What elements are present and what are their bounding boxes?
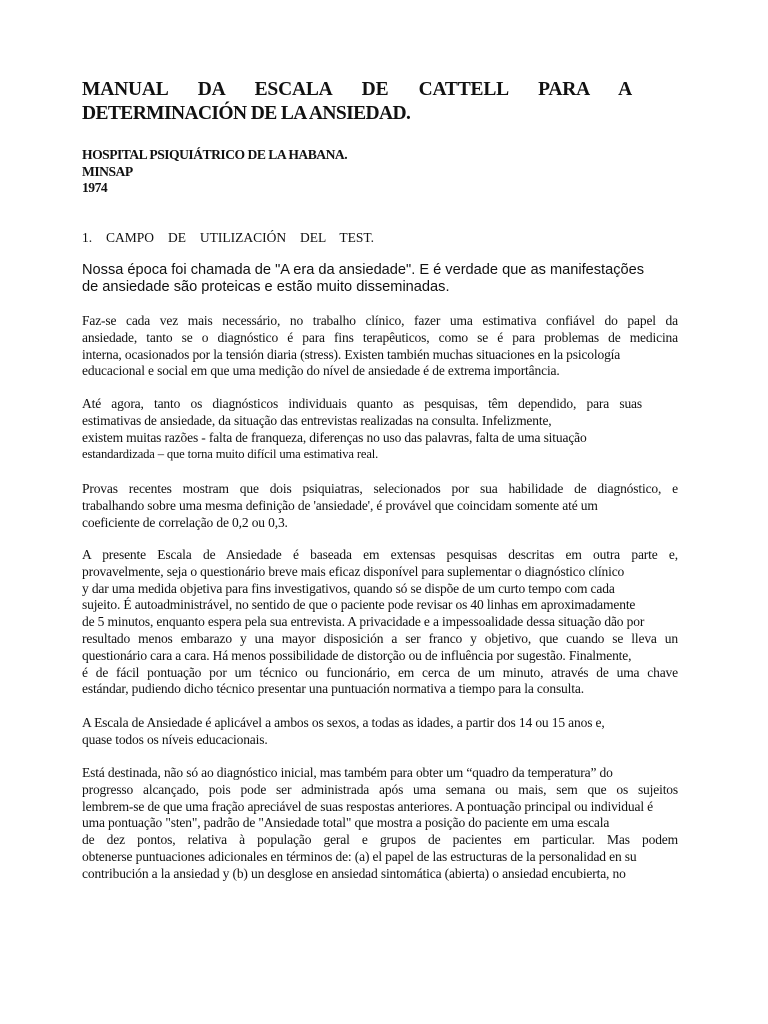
- body-paragraph-3: [82, 481, 678, 531]
- paragraph-line: Até agora, tanto os diagnósticos individuais quanto as pesquisas, têm dependido, para suas: [82, 396, 642, 411]
- paragraph-line: educacional e social em que uma medição do nível de ansiedade é de extrema importância.: [82, 363, 560, 379]
- paragraph-line: coeficiente de correlação de 0,2 ou 0,3.: [82, 514, 288, 530]
- paragraph-line: de 5 minutos, enquanto espera pela sua entrevista. A privacidade e a impessoalidade dessa situação dão por: [82, 614, 645, 630]
- paragraph-line: y dar uma medida objetiva para fins investigativos, quando só se dispõe de um curto tempo com cada: [82, 580, 615, 596]
- paragraph-line: A presente Escala de Ansiedade é baseada em extensas pesquisas descritas em outra parte e,: [82, 547, 678, 562]
- section-heading: 1. CAMPO DE UTILIZACIÓN DEL TEST.: [82, 230, 374, 245]
- paragraph-line: Faz-se cada vez mais necessário, no trabalho clínico, fazer uma estimativa confiável do papel da: [82, 313, 678, 328]
- paragraph-line: estandardizada – que torna muito difícil uma estimativa real.: [82, 447, 379, 462]
- paragraph-line: Está destinada, não só ao diagnóstico inicial, mas também para obter um “quadro da temperatura” do: [82, 765, 613, 780]
- paragraph-line: estimativas de ansiedade, da situação das entrevistas realizadas na consulta. Infelizmente,: [82, 412, 552, 428]
- paragraph-line: provavelmente, seja o questionário breve mais eficaz disponível para suplementar o diagnóstico clínico: [82, 563, 625, 579]
- paragraph-line: progresso alcançado, pois pode ser administrada após uma semana ou mais, sem que os sujeitos: [82, 781, 678, 797]
- paragraph-line: sujeito. É autoadministrável, no sentido de que o paciente pode revisar os 40 linhas em aproximadamente: [82, 597, 636, 613]
- institution-name: HOSPITAL PSIQUIÁTRICO DE LA HABANA.: [82, 147, 348, 162]
- paragraph-line: interna, ocasionados por la tensión diaria (stress). Existen también muchas situaciones en la psicología: [82, 346, 621, 362]
- organization-name: MINSAP: [82, 163, 133, 179]
- paragraph-line: quase todos os níveis educacionais.: [82, 731, 268, 747]
- body-paragraph-5: [82, 715, 678, 749]
- lead-paragraph: [82, 262, 686, 296]
- publication-year: 1974: [82, 180, 108, 195]
- body-paragraph-6: [82, 765, 678, 883]
- paragraph-line: existem muitas razões - falta de franqueza, diferenças no uso das palavras, falta de uma situação: [82, 429, 587, 445]
- document-title-line-2: DETERMINACIÓN DE LA ANSIEDAD.: [82, 103, 411, 124]
- paragraph-line: de dez pontos, relativa à população geral e grupos de pacientes em particular. Mas podem: [82, 832, 678, 848]
- document-title-line-1: MANUAL DA ESCALA DE CATTELL PARA A: [82, 79, 632, 100]
- paragraph-line: A Escala de Ansiedade é aplicável a ambos os sexos, a todas as idades, a partir dos 14 ou 15 anos e,: [82, 715, 605, 730]
- body-paragraph-1: [82, 313, 678, 380]
- paragraph-line: trabalhando sobre uma mesma definição de 'ansiedade', é provável que coincidam somente até um: [82, 497, 598, 513]
- paragraph-line: obtenerse puntuaciones adicionales en términos de: (a) el papel de las estructuras de la personalidad en su: [82, 848, 637, 864]
- body-paragraph-4: [82, 547, 678, 698]
- paragraph-line: lembrem-se de que uma fração apreciável de suas respostas anteriores. A pontuação principal ou individual é: [82, 798, 653, 814]
- document-metadata: [82, 147, 347, 197]
- paragraph-line: contribución a la ansiedad y (b) un desglose en ansiedad sintomática (abierta) o ansiedad encubierta, no: [82, 865, 626, 881]
- paragraph-line: resultado menos embarazo y una mayor disposición a ser franco y objetivo, que cuando se lleva un: [82, 630, 678, 646]
- paragraph-line: ansiedade, tanto se o diagnóstico é para fins terapêuticos, como se é para problemas de medicina: [82, 329, 678, 345]
- paragraph-line: uma pontuação "sten", padrão de "Ansiedade total" que mostra a posição do paciente em uma escala: [82, 815, 610, 831]
- lead-line: Nossa época foi chamada de "A era da ansiedade". E é verdade que as manifestações: [82, 262, 645, 278]
- lead-line: de ansiedade são proteicas e estão muito disseminadas.: [82, 279, 450, 295]
- paragraph-line: questionário cara a cara. Há menos possibilidade de distorção ou de influência por sugestão. Finalmente,: [82, 647, 632, 663]
- paragraph-line: é de fácil pontuação por um técnico ou funcionário, em cerca de um minuto, através de uma chave: [82, 664, 678, 680]
- paragraph-line: Provas recentes mostram que dois psiquiatras, selecionados por sua habilidade de diagnóstico, e: [82, 481, 678, 496]
- paragraph-line: estándar, pudiendo dicho técnico presentar una puntuación normativa a tiempo para la consulta.: [82, 681, 584, 697]
- body-paragraph-2: [82, 396, 678, 463]
